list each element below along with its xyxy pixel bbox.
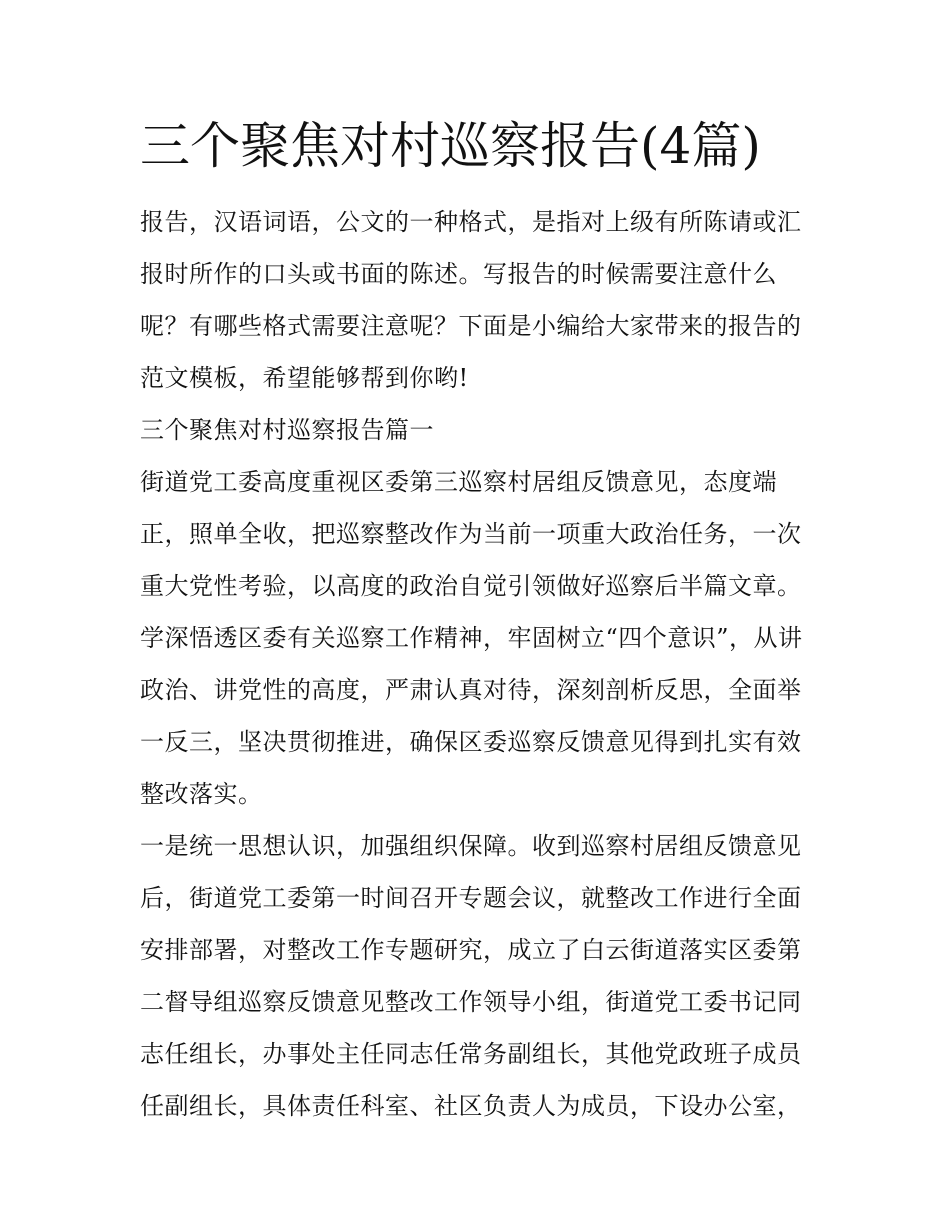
paragraph-line: 正，照单全收，把巡察整改作为当前一项重大政治任务，一次: [140, 520, 802, 548]
paragraph-line: 政治、讲党性的高度，严肃认真对待，深刻剖析反思，全面举: [140, 676, 802, 704]
paragraph-line: 后，街道党工委第一时间召开专题会议，就整改工作进行全面: [140, 884, 802, 912]
paragraph-line: 二督导组巡察反馈意见整改工作领导小组，街道党工委书记同: [140, 988, 802, 1016]
paragraph-line: 任副组长，具体责任科室、社区负责人为成员，下设办公室，: [140, 1092, 802, 1120]
section-heading: 三个聚焦对村巡察报告篇一: [140, 416, 434, 444]
paragraph-line: 学深悟透区委有关巡察工作精神，牢固树立“四个意识”，从讲: [140, 624, 803, 652]
paragraph-line: 报告，汉语词语，公文的一种格式，是指对上级有所陈请或汇: [140, 208, 802, 236]
paragraph-line: 呢？有哪些格式需要注意呢？下面是小编给大家带来的报告的: [140, 312, 802, 340]
paragraph-line: 一是统一思想认识，加强组织保障。收到巡察村居组反馈意见: [140, 832, 802, 860]
paragraph-line: 志任组长，办事处主任同志任常务副组长，其他党政班子成员: [140, 1040, 802, 1068]
paragraph-line: 整改落实。: [140, 780, 263, 808]
paragraph-line: 街道党工委高度重视区委第三巡察村居组反馈意见，态度端: [140, 468, 777, 496]
paragraph-line: 一反三，坚决贯彻推进，确保区委巡察反馈意见得到扎实有效: [140, 728, 802, 756]
paragraph-line: 范文模板，希望能够帮到你哟!: [140, 364, 469, 392]
paragraph-line: 安排部署，对整改工作专题研究，成立了白云街道落实区委第: [140, 936, 802, 964]
paragraph-line: 报时所作的口头或书面的陈述。写报告的时候需要注意什么: [140, 260, 777, 288]
paragraph-line: 重大党性考验，以高度的政治自觉引领做好巡察后半篇文章。: [140, 572, 802, 600]
document-body: [140, 196, 820, 1132]
document-title: 三个聚焦对村巡察报告(4篇): [140, 117, 761, 175]
